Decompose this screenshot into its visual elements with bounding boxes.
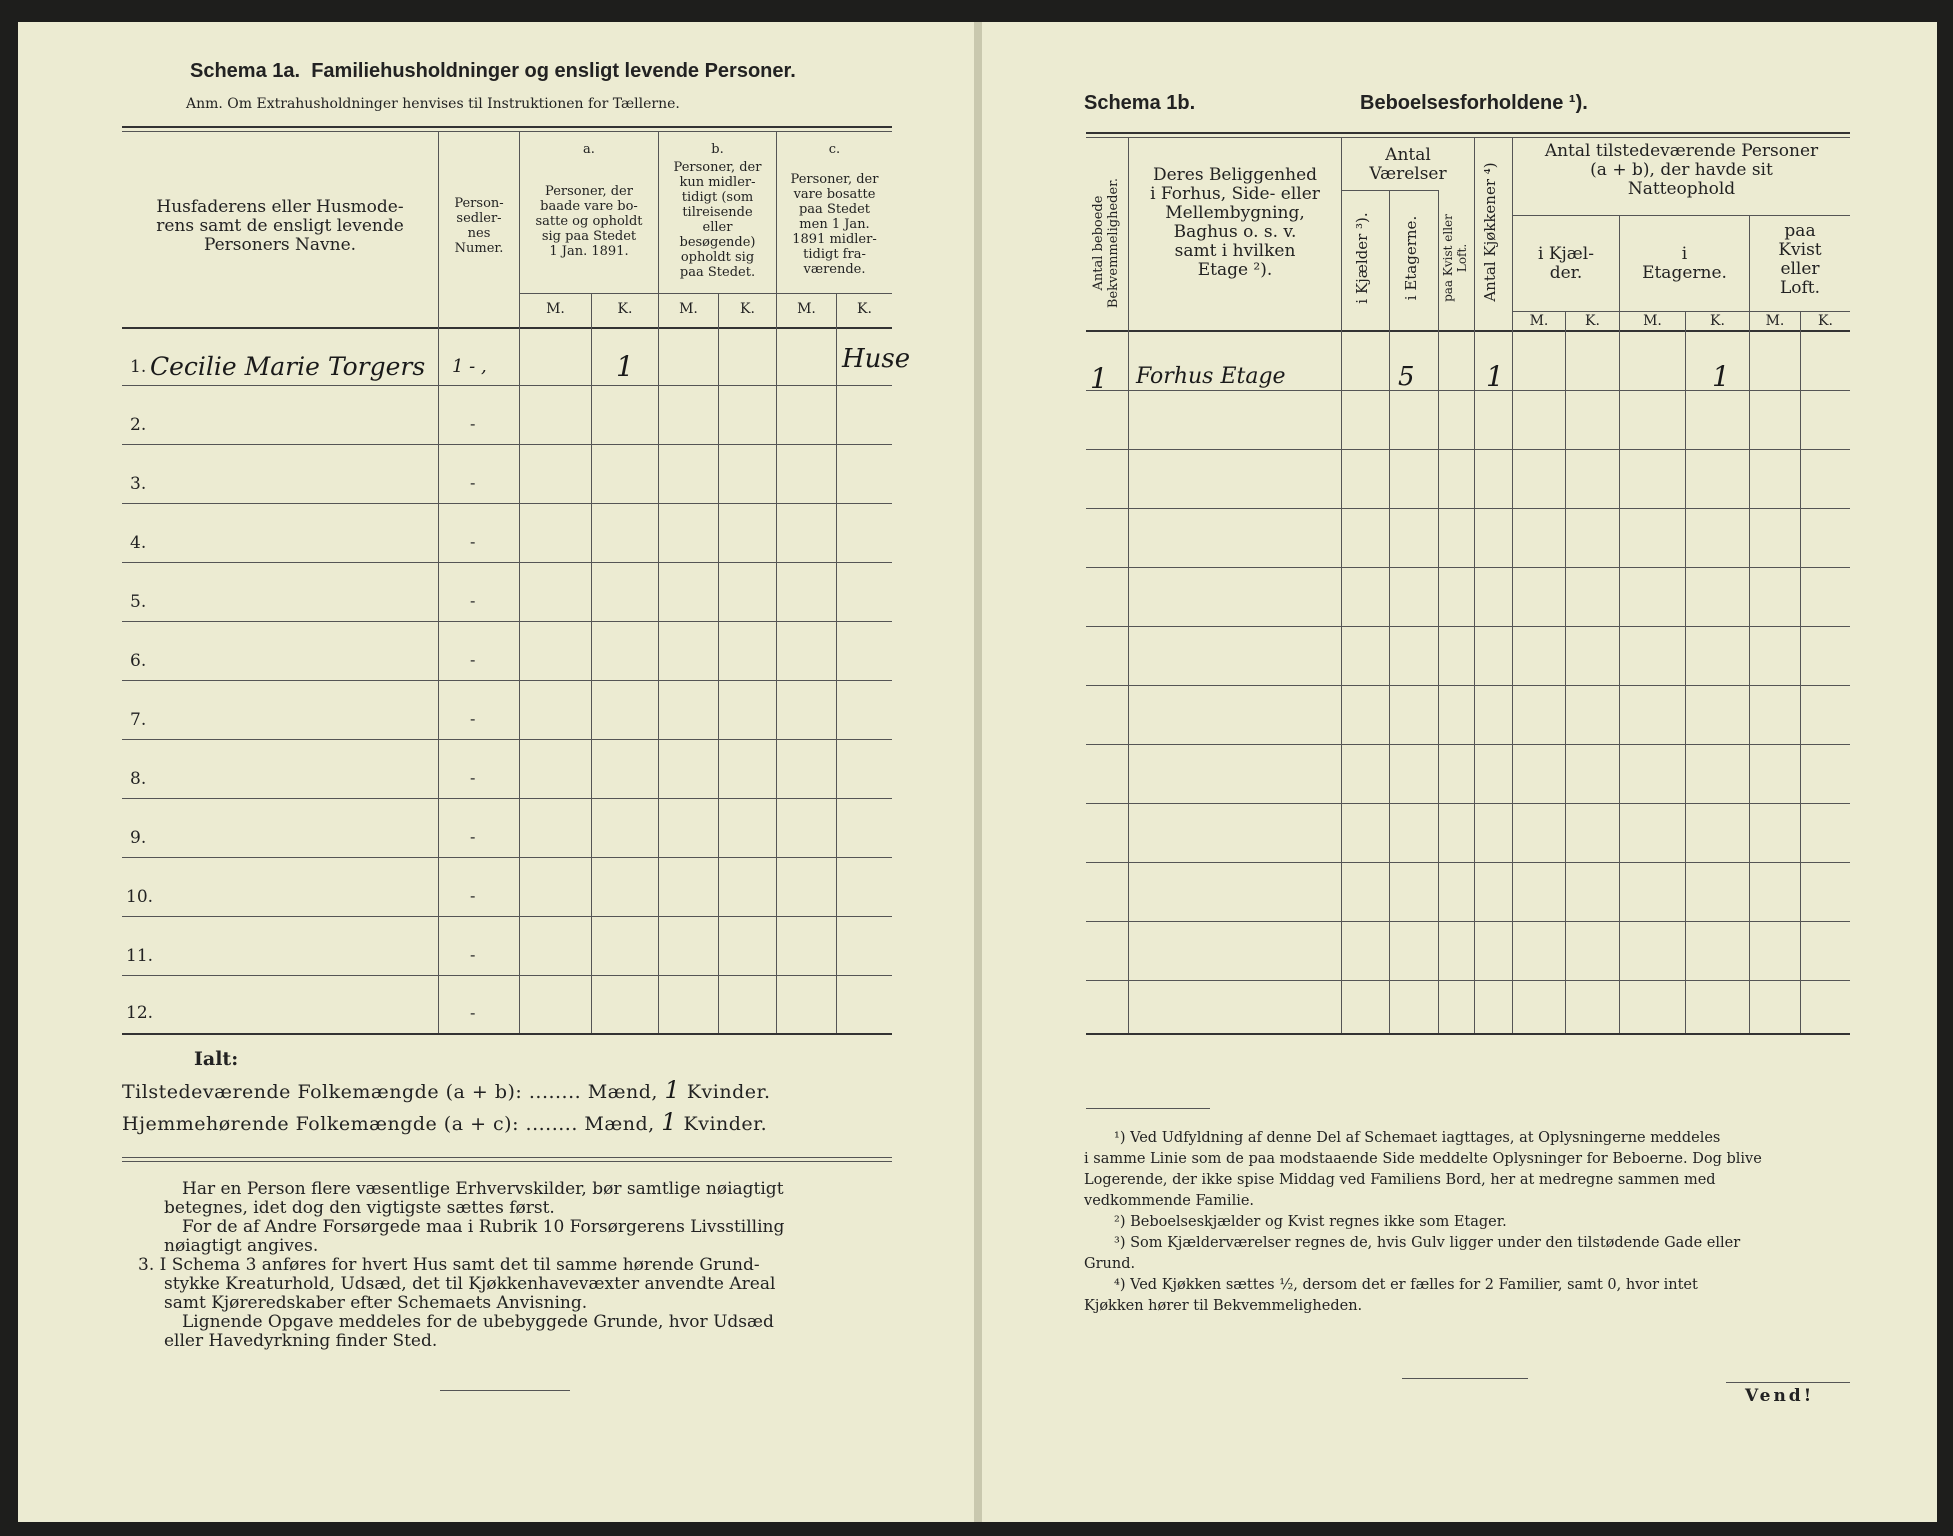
col-header-beliggenhed: Deres Beliggenhed i Forhus, Side- eller Mellembygning, Baghus o. s. v. samt i hvilken Etage ²).: [1150, 165, 1320, 280]
col-header-a: Personer, der baade vare bo- satte og opholdt sig paa Stedet 1 Jan. 1891.: [535, 184, 643, 259]
col-header-b: Personer, der kun midler- tidigt (som tilreisende eller besøgende) opholdt sig paa Stedet.: [673, 160, 762, 280]
schema-1a-anm: Anm. Om Extrahusholdninger henvises til Instruktionen for Tællerne.: [186, 96, 680, 112]
col-header-c: Personer, der vare bosatte paa Stedet men 1 Jan. 1891 midler- tidigt fra- værende.: [790, 172, 879, 277]
row-dash: -: [470, 709, 476, 728]
handwritten-person-number: 1 - ,: [452, 356, 487, 377]
col-header-paa-kvist-personer: paa Kvist eller Loft.: [1778, 221, 1822, 298]
row-dash: -: [470, 591, 476, 610]
row-number: 7.: [130, 710, 147, 730]
footnotes: ¹) Ved Udfyldning af denne Del af Schemaet iagttages, at Oplysningerne meddeles i samme Linie som de paa modstaaende Side meddelte Oplysninger for Beboerne. Dog blive Logerende, der ikke spise Middag ved Familiens Bord, her at medregne sammen med vedkommende Familie. ²) Beboelseskjælder og Kvist regnes ikke som Etager. ³) Som Kjælderværelser regnes de, hvis Gulv ligger under den tilstødende Gade eller Grund. ⁴) Ved Kjøkken sættes ½, dersom det er fælles for 2 Familier, samt 0, hvor intet Kjøkken hører til Bekvemmeligheden.: [1084, 1130, 1762, 1314]
row-dash: -: [470, 650, 476, 669]
col-b-letter: b.: [711, 142, 724, 157]
row-number: 4.: [130, 533, 147, 553]
ialt-label: Ialt:: [194, 1048, 239, 1070]
tilstede-total: Tilstedeværende Folkemængde (a + b): ........ Mænd, 1 Kvinder.: [122, 1076, 771, 1104]
vend-label: Vend!: [1745, 1386, 1815, 1406]
row-number: 11.: [126, 946, 154, 966]
label-k: K.: [1710, 313, 1725, 329]
label-m: M.: [546, 301, 565, 317]
hjemme-kvinder-count: 1: [661, 1108, 677, 1136]
handwritten-a-k: 1: [616, 350, 634, 383]
col-header-i-kjaelder-personer: i Kjæl- der.: [1538, 244, 1594, 283]
row-dash: -: [470, 414, 476, 433]
instructions-notes: Har en Person flere væsentlige Erhvervskilder, bør samtlige nøiagtigt betegnes, idet dog den vigtigste sættes først. For de af Andre Forsørgede maa i Rubrik 10 Forsørgerens Livsstilling nøiagtigt angives. 3. I Schema 3 anføres for hvert Hus samt det til samme hørende Grund- stykke Kreaturhold, Udsæd, det til Kjøkkenhavevæxter anvendte Areal samt Kjøreredskaber efter Schemaets Anvisning. Lignende Opgave meddeles for de ubebyggede Grunde, hvor Udsæd eller Havedyrkning finder Sted.: [138, 1179, 785, 1351]
col-header-antal-vaerelser: Antal Værelser: [1369, 145, 1447, 184]
col-header-person-numer: Person- sedler- nes Numer.: [454, 196, 504, 256]
label-m: M.: [1529, 313, 1549, 329]
row-dash: -: [470, 945, 476, 964]
row-dash: -: [470, 768, 476, 787]
handwritten-name: Cecilie Marie Torgers: [150, 352, 426, 381]
schema-1a-title: Schema 1a. Familiehusholdninger og ensligt levende Personer.: [190, 60, 796, 82]
col-header-antal-tilstede: Antal tilstedeværende Personer (a + b), der havde sit Natteophold: [1544, 141, 1819, 199]
label-k: K.: [1585, 313, 1600, 329]
col-header-i-etagerne: i Etagerne.: [1402, 215, 1420, 301]
row-dash: -: [470, 827, 476, 846]
row-dash: -: [470, 532, 476, 551]
row-number: 3.: [130, 474, 147, 494]
col-header-antal-kjokkener: Antal Kjøkkener ⁴): [1481, 162, 1499, 302]
row-dash: -: [470, 1003, 476, 1022]
col-header-paa-kvist: paa Kvist eller Loft.: [1441, 214, 1469, 302]
schema-1b-title: Schema 1b.: [1084, 92, 1196, 114]
label-m: M.: [797, 301, 816, 317]
col-header-i-kjaelder: i Kjælder ³).: [1353, 212, 1371, 304]
row-number: 12.: [126, 1003, 154, 1023]
col-a-letter: a.: [583, 142, 595, 157]
handwritten-etagerne: 5: [1398, 362, 1415, 392]
schema-1b-subtitle: Beboelsesforholdene ¹).: [1360, 92, 1588, 114]
row-number: 8.: [130, 769, 147, 789]
col-c-letter: c.: [828, 142, 841, 157]
label-k: K.: [857, 301, 872, 317]
row-number: 10.: [126, 887, 154, 907]
row-dash: -: [470, 886, 476, 905]
row-dash: -: [470, 473, 476, 492]
tilstede-kvinder-count: 1: [664, 1076, 681, 1104]
row-number: 6.: [130, 651, 147, 671]
col-header-i-etagerne-personer: i Etagerne.: [1642, 244, 1727, 283]
col-header-names: Husfaderens eller Husmode- rens samt de ensligt levende Personers Navne.: [156, 197, 404, 255]
label-m: M.: [1765, 313, 1785, 329]
book-spine: [974, 22, 982, 1522]
row-number: 9.: [130, 828, 147, 848]
handwritten-kjokkener: 1: [1486, 360, 1504, 393]
handwritten-c-remark: Huse: [842, 344, 911, 374]
label-k: K.: [1818, 313, 1833, 329]
col-header-antal-beboede: Antal beboede Bekvemmeligheder.: [1091, 177, 1121, 309]
label-k: K.: [617, 301, 633, 317]
label-m: M.: [1643, 313, 1662, 329]
table-top-rule: [122, 126, 892, 128]
row-number: 2.: [130, 415, 147, 435]
handwritten-etagerne-k: 1: [1712, 360, 1730, 393]
label-k: K.: [740, 301, 755, 317]
row-number: 5.: [130, 592, 147, 612]
hjemme-total: Hjemmehørende Folkemængde (a + c): ........ Mænd, 1 Kvinder.: [122, 1108, 768, 1136]
label-m: M.: [679, 301, 698, 317]
row-number: 1.: [130, 357, 147, 377]
handwritten-antal-beboede: 1: [1090, 362, 1108, 395]
handwritten-beliggenhed: Forhus Etage: [1136, 364, 1286, 389]
